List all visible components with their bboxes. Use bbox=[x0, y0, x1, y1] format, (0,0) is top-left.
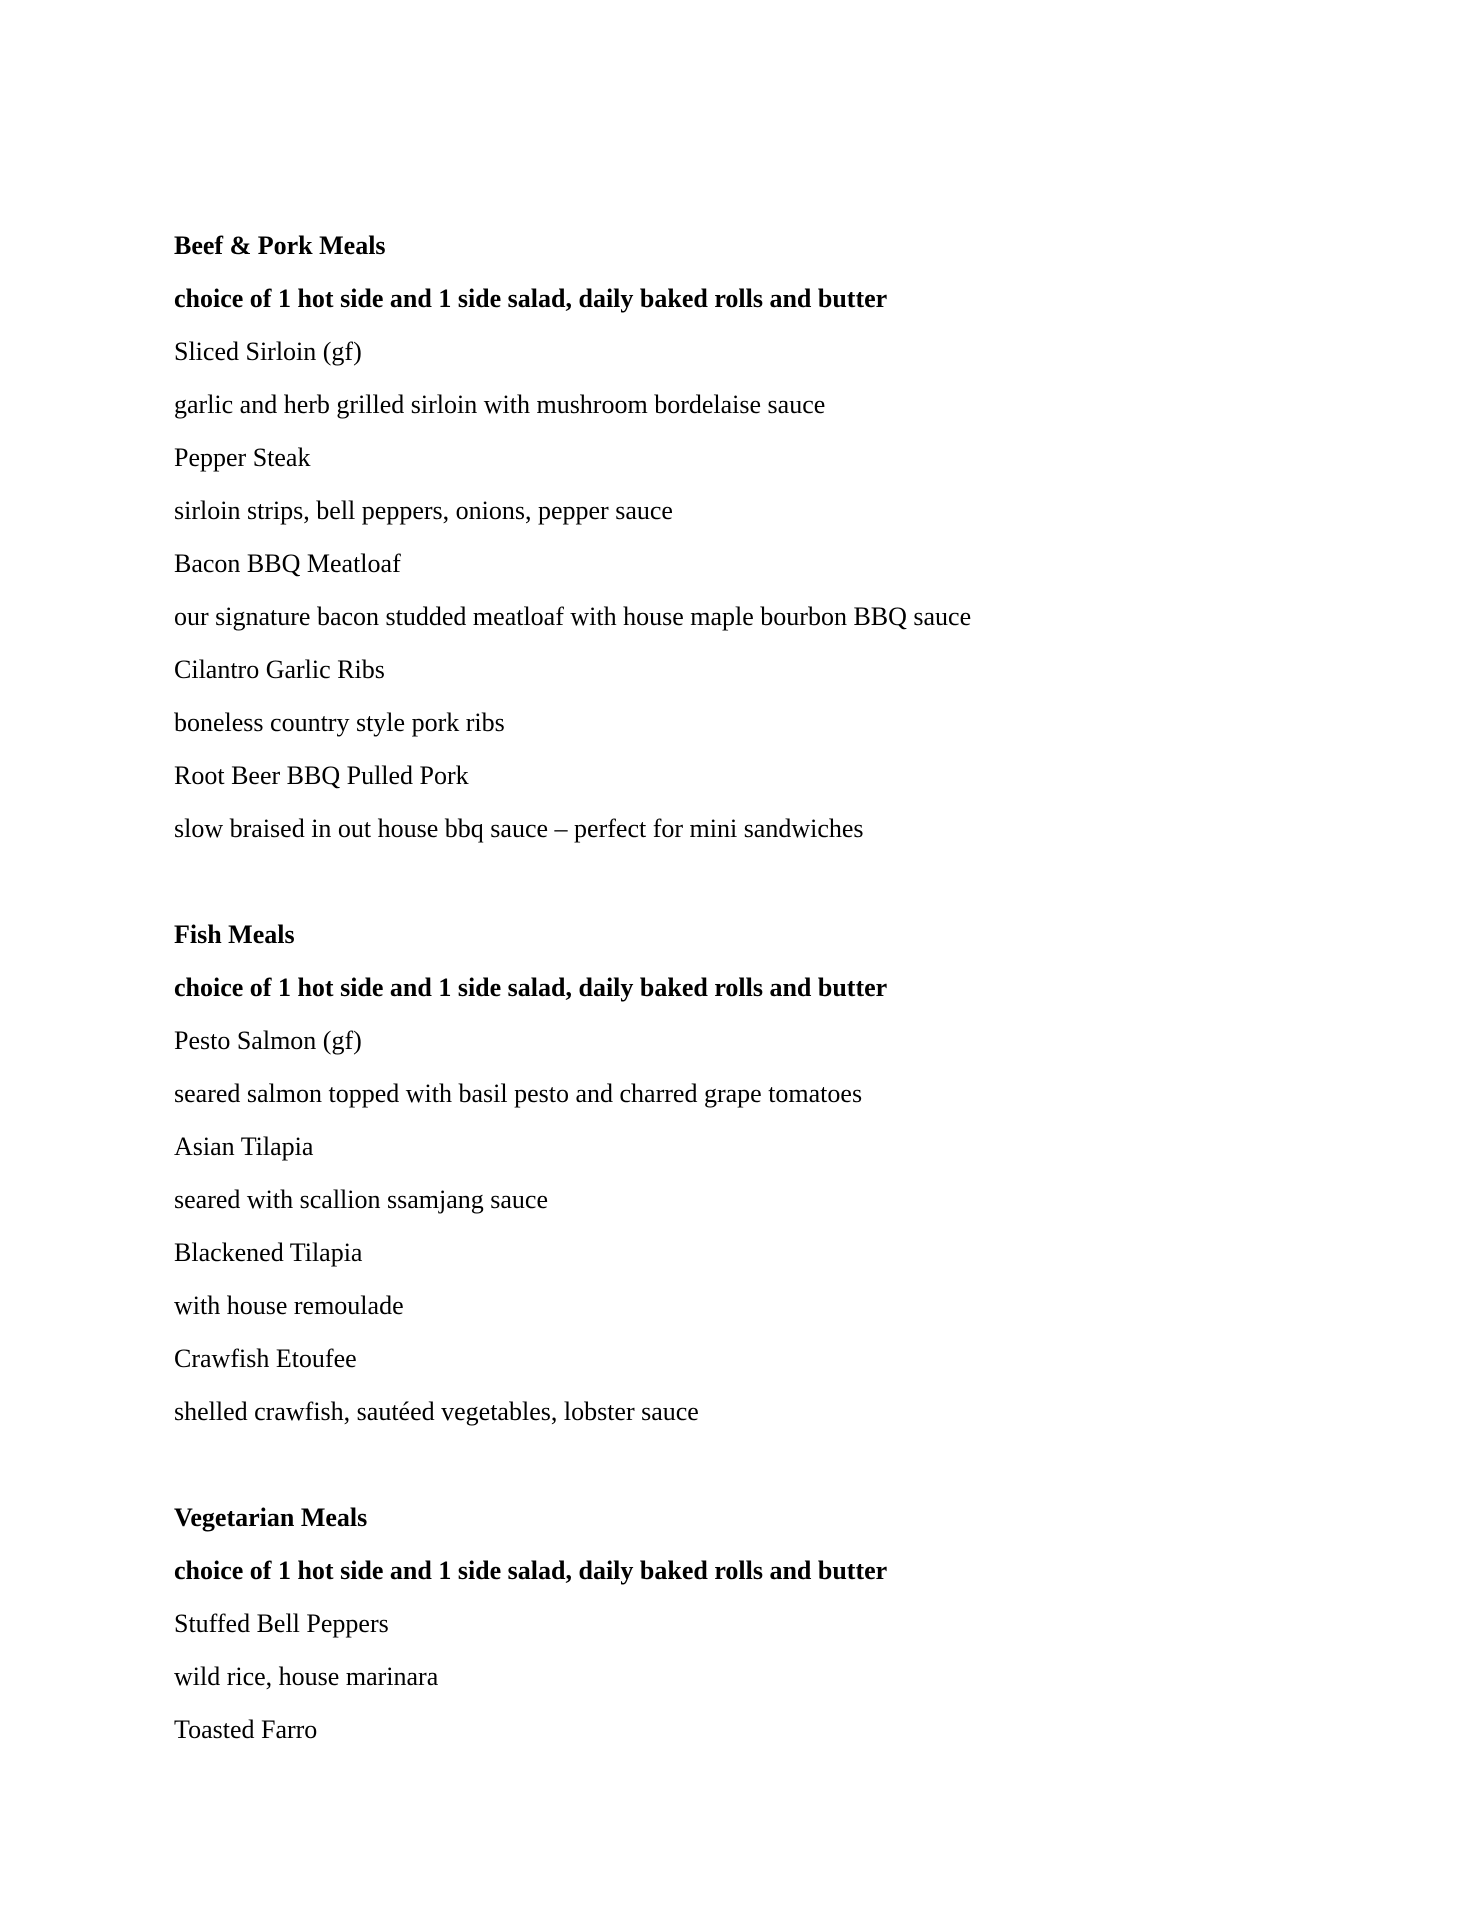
menu-item-name: Root Beer BBQ Pulled Pork bbox=[174, 761, 469, 790]
menu-item-description: garlic and herb grilled sirloin with mushroom bordelaise sauce bbox=[174, 390, 826, 419]
menu-item-description: sirloin strips, bell peppers, onions, pepper sauce bbox=[174, 496, 673, 525]
menu-item-description: boneless country style pork ribs bbox=[174, 708, 505, 737]
section-subheading: choice of 1 hot side and 1 side salad, daily baked rolls and butter bbox=[174, 284, 888, 313]
menu-item-name: Pesto Salmon (gf) bbox=[174, 1026, 362, 1055]
menu-item-name: Pepper Steak bbox=[174, 443, 311, 472]
menu-item-description: slow braised in out house bbq sauce – perfect for mini sandwiches bbox=[174, 814, 864, 843]
menu-section-fish bbox=[174, 908, 1374, 1438]
section-spacer bbox=[174, 855, 1374, 908]
menu-item-name: Cilantro Garlic Ribs bbox=[174, 655, 385, 684]
section-heading: Vegetarian Meals bbox=[174, 1503, 368, 1532]
menu-content bbox=[174, 219, 1374, 1756]
menu-item-description: seared with scallion ssamjang sauce bbox=[174, 1185, 548, 1214]
menu-section-beef-pork bbox=[174, 219, 1374, 855]
menu-item-name: Bacon BBQ Meatloaf bbox=[174, 549, 401, 578]
section-subheading: choice of 1 hot side and 1 side salad, daily baked rolls and butter bbox=[174, 973, 888, 1002]
menu-item-name: Stuffed Bell Peppers bbox=[174, 1609, 389, 1638]
menu-item-description: our signature bacon studded meatloaf with house maple bourbon BBQ sauce bbox=[174, 602, 972, 631]
menu-section-vegetarian bbox=[174, 1491, 1374, 1756]
menu-item-name: Sliced Sirloin (gf) bbox=[174, 337, 362, 366]
menu-item-name: Toasted Farro bbox=[174, 1715, 318, 1744]
section-spacer bbox=[174, 1438, 1374, 1491]
menu-item-description: with house remoulade bbox=[174, 1291, 404, 1320]
section-heading: Beef & Pork Meals bbox=[174, 231, 386, 260]
menu-item-name: Crawfish Etoufee bbox=[174, 1344, 357, 1373]
menu-item-name: Asian Tilapia bbox=[174, 1132, 314, 1161]
menu-item-description: shelled crawfish, sautéed vegetables, lobster sauce bbox=[174, 1397, 699, 1426]
menu-item-description: seared salmon topped with basil pesto and charred grape tomatoes bbox=[174, 1079, 863, 1108]
section-heading: Fish Meals bbox=[174, 920, 295, 949]
menu-item-name: Blackened Tilapia bbox=[174, 1238, 363, 1267]
menu-item-description: wild rice, house marinara bbox=[174, 1662, 439, 1691]
section-subheading: choice of 1 hot side and 1 side salad, daily baked rolls and butter bbox=[174, 1556, 888, 1585]
